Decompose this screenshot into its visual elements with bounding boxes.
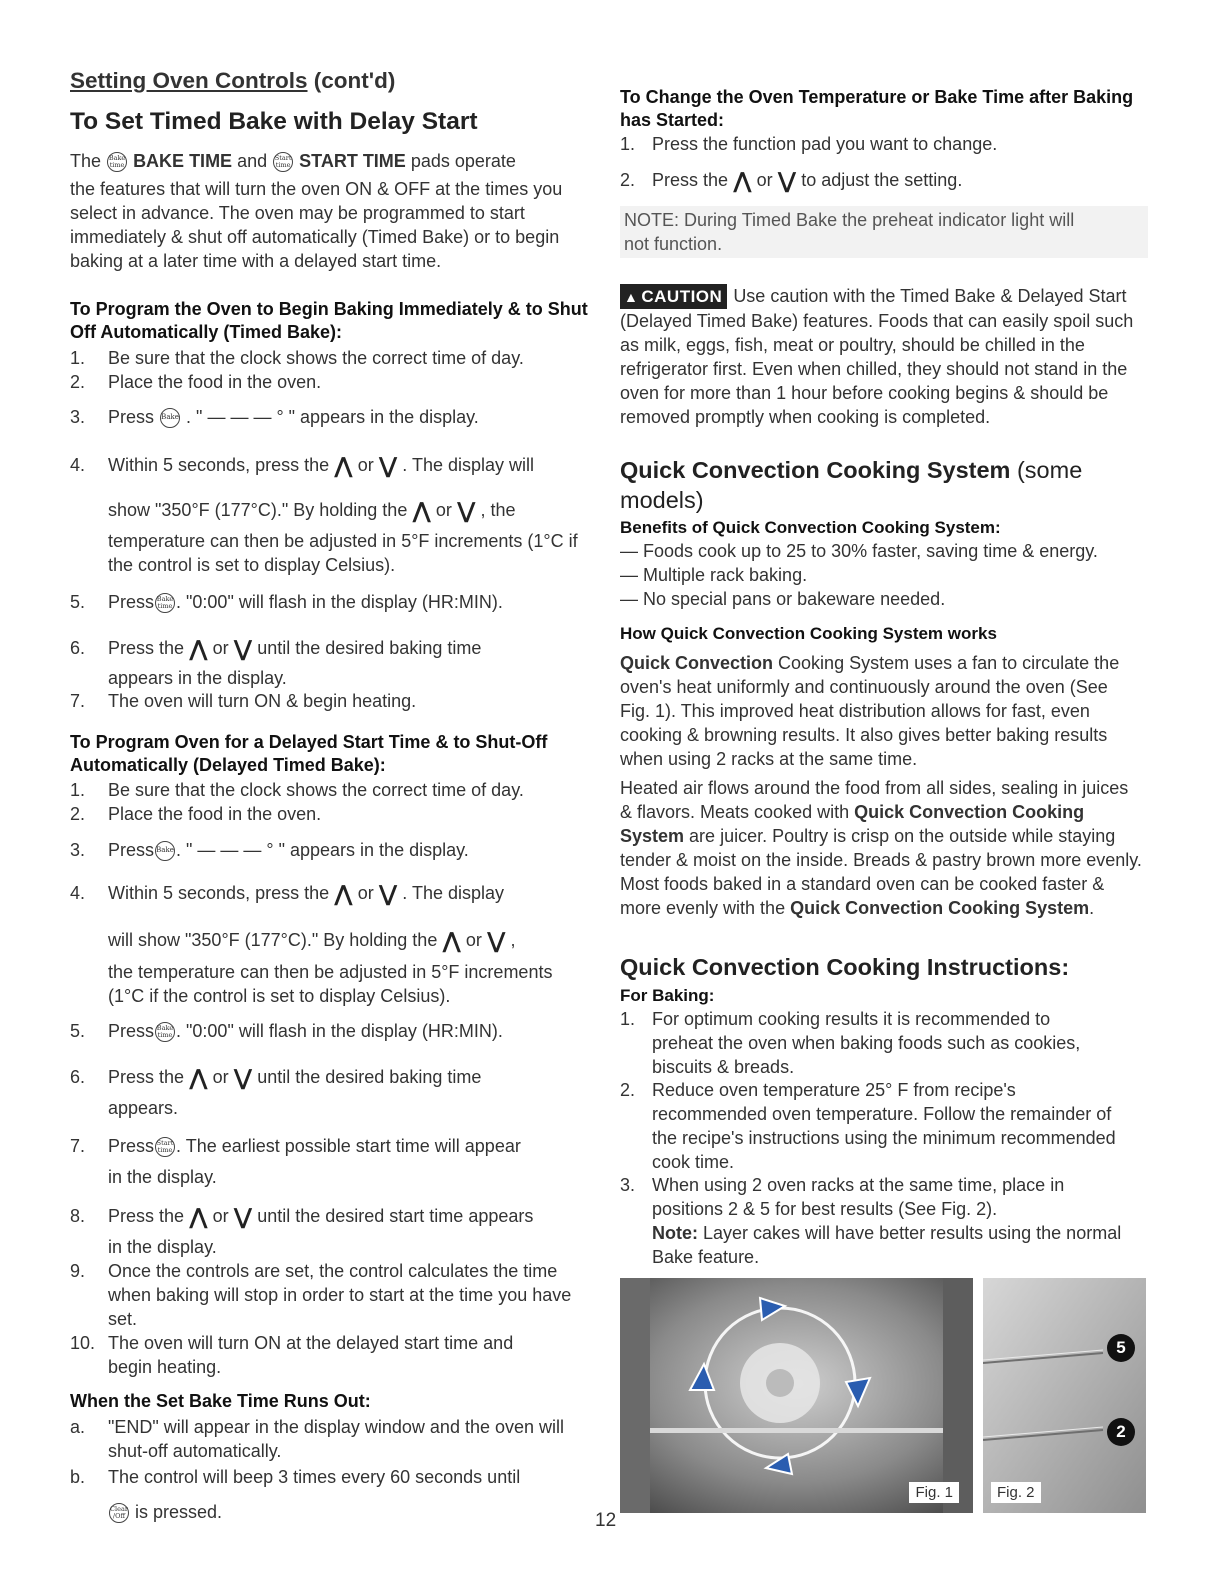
change-steps: 1. Press the function pad you want to change. 2. Press the ⋀ or ⋁ to adjust the setting. (620, 134, 998, 194)
down-arrow-icon: ⋁ (378, 882, 398, 907)
runs-out-list: a. "END" will appear in the display window and the oven will shut-off automatically. b. The control will beep 3 times every 60 seconds until Clear /Off is pressed. (70, 1417, 565, 1522)
rack-position-2-badge: 2 (1107, 1418, 1135, 1446)
for-baking-heading: For Baking: (620, 986, 715, 1005)
page-number: 12 (595, 1510, 617, 1531)
up-arrow-icon: ⋀ (334, 454, 353, 479)
up-arrow-icon: ⋀ (412, 499, 431, 524)
down-arrow-icon: ⋁ (777, 169, 797, 194)
list-item: — No special pans or bakeware needed. (620, 589, 946, 609)
fig1-convection-photo (620, 1278, 973, 1513)
benefits-list (620, 539, 1148, 611)
bake-pad-icon: Bake (155, 841, 175, 861)
bake-time-pad-icon: Bake time (155, 593, 175, 613)
down-arrow-icon: ⋁ (233, 1205, 253, 1230)
convection-fan-illustration (620, 1278, 973, 1513)
oven-racks-illustration (983, 1278, 1146, 1513)
down-arrow-icon: ⋁ (233, 1066, 253, 1091)
delayed-bake-steps: 1. Be sure that the clock shows the correct time of day. 2. Place the food in the oven. 3. Press Bake . " — — — ° " appears in the display. 4. Within 5 seconds, press the ⋀ or ⋁ . The display will show "350°F (177°C)." By holding the ⋀ or ⋁ , the temperature can then be adjusted in 5°F increments (1°C if the control is set to display Celsius). 5. Press Bake time . "0:00" will flash in the display (HR:MIN). 6. Press the ⋀ or ⋁ until the desired baking time appears. 7. Press Start time . The earliest possible start time will appear in the display. 8. Press the ⋀ or ⋁ until the desired start time appears in the display. 9. Once the controls are set, the control calculates the time when baking will stop in order to start at the time you have set. 10. The oven will turn ON at the delayed start time and begin heating. (70, 780, 572, 1377)
benefits-heading: Benefits of Quick Convection Cooking System: (620, 518, 1001, 537)
intro-paragraph: The Bake time BAKE TIME and Start time START TIME pads operate the features that will turn the oven ON & OFF at the times you select in advance. The oven may be programmed to start immediately & shut off automatically (Timed Bake) or to begin baking at a later time with a delayed start time. (70, 151, 563, 271)
how-heading: How Quick Convection Cooking System works (620, 624, 997, 643)
up-arrow-icon: ⋀ (189, 637, 208, 662)
down-arrow-icon: ⋁ (233, 637, 253, 662)
airflow-paragraph: Heated air flows around the food from all sides, sealing in juices & flavors. Meats cooked with Quick Convection Cooking System are juicer. Poultry is crisp on the outside while staying tender & moist on the inside. Breads & pastry brown more evenly. Most foods baked in a standard oven can be cooked faster & more evenly with the Quick Convection Cooking System. (620, 778, 1142, 918)
down-arrow-icon: ⋁ (486, 929, 506, 954)
warning-icon: ▲ (624, 289, 639, 305)
fig2-rack-photo (983, 1278, 1146, 1513)
runs-out-heading: When the Set Bake Time Runs Out: (70, 1391, 371, 1411)
qc-system-heading: Quick Convection Cooking System (some models) (620, 457, 1083, 513)
bake-pad-icon: Bake (160, 408, 180, 428)
how-paragraph: Quick Convection Cooking System uses a fan to circulate the oven's heat uniformly and continuously around the oven (See Fig. 1). This improved heat distribution allows for fast, even cooking & browning results. It also gives better baking results when using 2 racks at the same time. (620, 653, 1120, 769)
down-arrow-icon: ⋁ (456, 499, 476, 524)
instructions-heading: Quick Convection Cooking Instructions: (620, 954, 1070, 980)
note-box: NOTE: During Timed Bake the preheat indicator light will not function. (620, 206, 1148, 258)
timed-bake-heading: To Program the Oven to Begin Baking Immediately & to Shut Off Automatically (Timed Bake): (70, 299, 588, 342)
timed-bake-steps: 1. Be sure that the clock shows the correct time of day. 2. Place the food in the oven. 3. Press Bake . " — — — ° " appears in the display. 4. Within 5 seconds, press the ⋀ or ⋁ . The display will show "350°F (177°C)." By holding the ⋀ or ⋁ , the temperature can then be adjusted in 5°F increments (1°C if the control is set to display Celsius). 5. Press Bake time . "0:00" will flash in the display (HR:MIN). 6. Press the ⋀ or ⋁ until the desired baking time appears in the display. 7. The oven will turn ON & begin heating. (70, 348, 578, 711)
down-arrow-icon: ⋁ (378, 454, 398, 479)
bake-time-pad-icon: Bake time (107, 152, 127, 172)
main-heading: To Set Timed Bake with Delay Start (70, 108, 478, 135)
list-item: — Multiple rack baking. (620, 565, 808, 585)
bake-time-pad-icon: Bake time (155, 1022, 175, 1042)
change-heading: To Change the Oven Temperature or Bake Time after Baking has Started: (620, 87, 1134, 130)
delayed-bake-heading: To Program Oven for a Delayed Start Time & to Shut-Off Automatically (Delayed Timed Bake): (70, 732, 548, 775)
start-time-pad-icon: Start time (155, 1137, 175, 1157)
up-arrow-icon: ⋀ (442, 929, 461, 954)
fig1-label: Fig. 1 (909, 1482, 959, 1503)
caution-badge: ▲ CAUTION (620, 284, 727, 309)
rack-position-5-badge: 5 (1107, 1334, 1135, 1362)
up-arrow-icon: ⋀ (733, 169, 752, 194)
up-arrow-icon: ⋀ (189, 1066, 208, 1091)
section-title: Setting Oven Controls (cont'd) (70, 68, 396, 93)
instructions-steps: 1. For optimum cooking results it is recommended to preheat the oven when baking foods such as cookies, biscuits & breads. 2. Reduce oven temperature 25° F from recipe's recommended oven temperature. Follow the remainder of the recipe's instructions using the minimum recommended cook time. 3. When using 2 oven racks at the same time, place in positions 2 & 5 for best results (See Fig. 2). Note: Layer cakes will have better results using the normal Bake feature. (620, 1009, 1122, 1267)
start-time-pad-icon: Start time (273, 152, 293, 172)
caution-paragraph: ▲ CAUTION Use caution with the Timed Bake & Delayed Start (Delayed Timed Bake) features. Foods that can easily spoil such as milk, eggs, fish, meat or poultry, should be chilled in the refrigerator first. Even when chilled, they should not stand in the oven for more than 1 hour before cooking begins & should be removed promptly when cooking is completed. (620, 286, 1134, 427)
up-arrow-icon: ⋀ (189, 1205, 208, 1230)
clear-off-pad-icon: Clear /Off (109, 1503, 129, 1523)
fig2-label: Fig. 2 (991, 1482, 1041, 1503)
up-arrow-icon: ⋀ (334, 882, 353, 907)
list-item: — Foods cook up to 25 to 30% faster, saving time & energy. (620, 541, 1098, 561)
